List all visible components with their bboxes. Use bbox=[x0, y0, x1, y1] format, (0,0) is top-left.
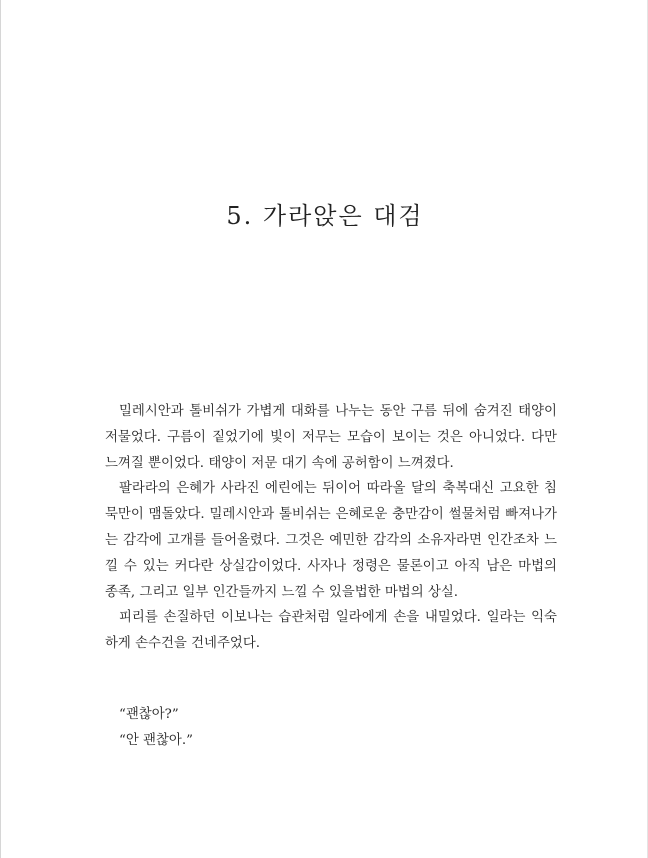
chapter-title: 5. 가라앉은 대검 bbox=[226, 202, 424, 230]
paragraph: 피리를 손질하던 이보나는 습관처럼 일라에게 손을 내밀었다. 일라는 익숙하게 손수건을 건네주었다. bbox=[105, 610, 557, 652]
dialogue-block bbox=[119, 702, 193, 754]
body-text bbox=[105, 399, 557, 657]
paragraph: 팔라라의 은혜가 사라진 에린에는 뒤이어 따라올 달의 축복대신 고요한 침묵만이 맴돌았다. 밀레시안과 톨비쉬는 은혜로운 충만감이 썰물처럼 빠져나가는 감각에 고개를 들어올렸다. 그것은 예민한 감각의 소유자라면 인간조차 느낄 수 있는 커다란 상실감이었다. 사자나 정령은 물론이고 아직 남은 마법의 종족, 그리고 일부 인간들까지 느낄 수 있을법한 마법의 상실. bbox=[105, 481, 557, 600]
dialogue-line: “안 괜찮아.” bbox=[119, 732, 193, 748]
dialogue-line: “괜찮아?” bbox=[119, 707, 179, 722]
paragraph: 밀레시안과 톨비쉬가 가볍게 대화를 나누는 동안 구름 뒤에 숨겨진 태양이 저물었다. 구름이 짙었기에 빛이 저무는 모습이 보이는 것은 아니었다. 다만 느껴질 뿐이었다. 태양이 저문 대기 속에 공허함이 느껴졌다. bbox=[105, 404, 557, 471]
